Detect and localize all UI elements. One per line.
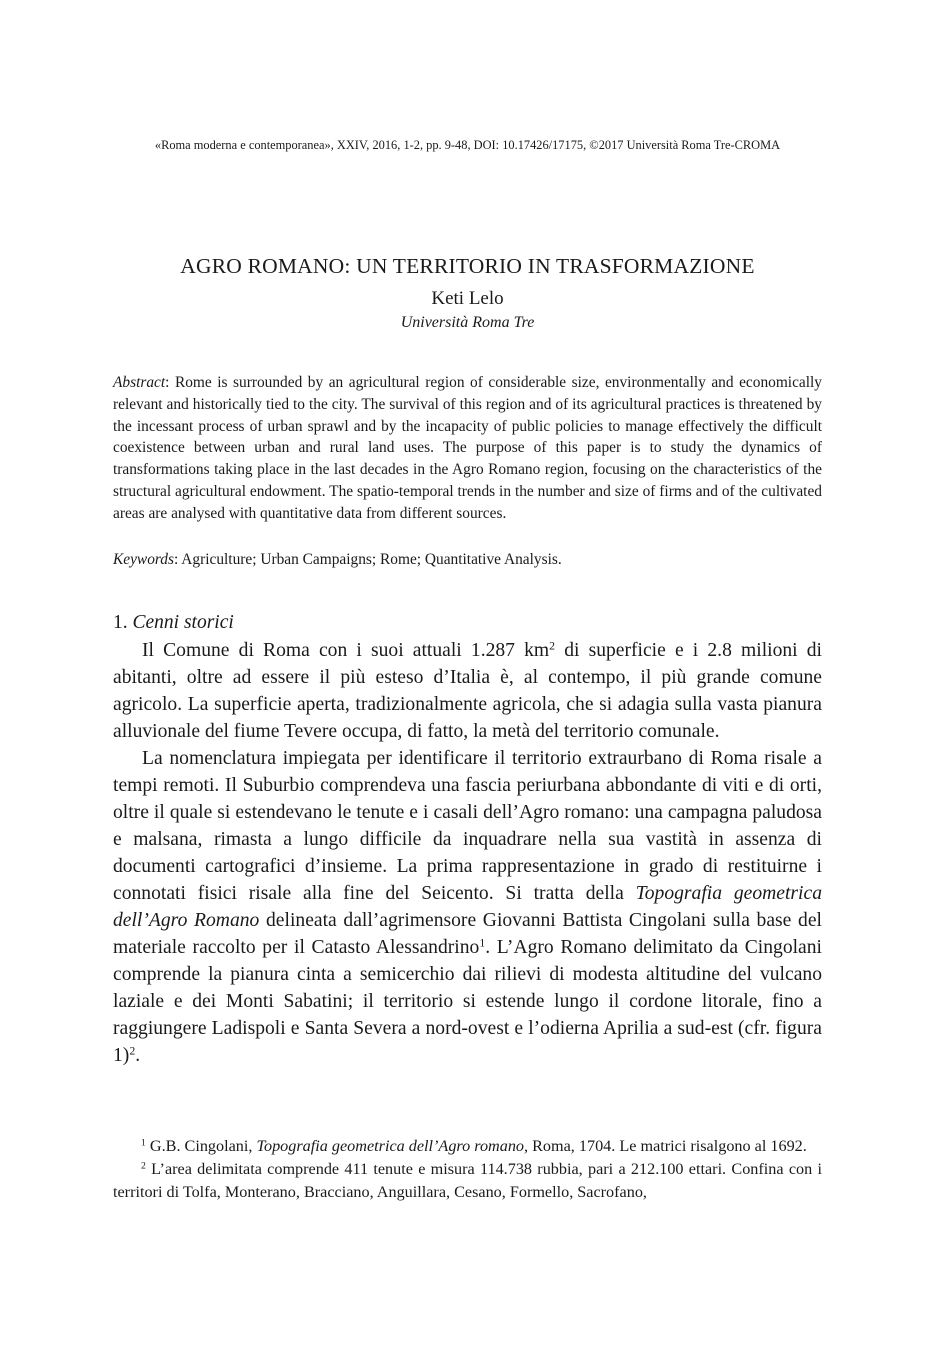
paragraph-text: La nomenclatura impiegata per identificare il territorio extraurbano di Roma risale a tempi remoti. Il Suburbio comprendeva una fascia periurbana abbondante di viti e di orti, oltre il quale si estendevano le tenute e i casali dell’Agro romano: una campagna paludosa e malsana, rimasta a lungo difficile da inquadrare nella sua vastità in assenza di documenti cartografici d’insieme. La prima rappresentazione in grado di restituirne i connotati fisici risale alla fine del Seicento. Si tratta della <box>113 748 822 904</box>
footnote-text: G.B. Cingolani, <box>145 1137 257 1155</box>
paragraph-2 <box>113 745 822 1069</box>
journal-header: «Roma moderna e contemporanea», XXIV, 2016, 1-2, pp. 9-48, DOI: 10.17426/17175, ©2017 Università Roma Tre-CROMA <box>154 138 781 152</box>
author-affiliation: Università Roma Tre <box>400 314 535 331</box>
paragraph-text: . L’Agro Romano delimitato da Cingolani comprende la pianura cinta a semicerchio dai rilievi di modesta altitudine del vulcano laziale e dei Monti Sabatini; il territorio si estende lungo il cordone litorale, fino a raggiungere Ladispoli e Santa Severa a nord-ovest e l’odierna Aprilia a sud-est (cfr. figura 1) <box>113 937 822 1066</box>
abstract-text: : Rome is surrounded by an agricultural region of considerable size, environmentally and economically relevant and historically tied to the city. The survival of this region and of its agricultural practices is threatened by the incessant process of urban sprawl and by the incapacity of public policies to manage effectively the difficult coexistence between urban and rural land uses. The purpose of this paper is to study the dynamics of transformations taking place in the last decades in the Agro Romano region, focusing on the characteristics of the structural agricultural endowment. The spatio-temporal trends in the number and size of firms and of the cultivated areas are analysed with quantitative data from different sources. <box>113 374 822 522</box>
work-title: Topografia geometrica dell’Agro Romano <box>113 883 822 931</box>
section-heading <box>113 612 234 634</box>
footnote-text: , Roma, 1704. Le matrici risalgono al 1692. <box>524 1137 807 1155</box>
abstract <box>113 372 822 525</box>
footnote-2 <box>113 1158 822 1204</box>
section-number: 1. <box>113 612 133 633</box>
footnote-number: 2 <box>141 1160 146 1172</box>
work-title: Topografia geometrica dell’Agro romano <box>256 1137 525 1155</box>
footnote-1 <box>113 1135 822 1158</box>
keywords-label: Keywords <box>113 551 174 568</box>
footnote-ref-2[interactable]: 2 <box>129 1044 136 1058</box>
paragraph-text: Il Comune di Roma con i suoi attuali 1.287 km <box>142 640 550 661</box>
footnote-ref-1[interactable]: 1 <box>479 936 486 950</box>
paragraph-1 <box>113 637 822 745</box>
paragraph-text: . <box>135 1045 141 1066</box>
keywords <box>113 551 822 569</box>
author-name: Keti Lelo <box>431 288 504 309</box>
footnotes <box>113 1135 822 1204</box>
footnote-number: 1 <box>141 1137 146 1149</box>
body-text <box>113 637 822 1069</box>
keywords-text: : Agriculture; Urban Campaigns; Rome; Quantitative Analysis. <box>174 551 562 568</box>
article-title: AGRO ROMANO: UN TERRITORIO IN TRASFORMAZIONE <box>180 254 755 278</box>
footnote-text: L’area delimitata comprende 411 tenute e misura 114.738 rubbia, pari a 212.100 ettari. Confina con i territori di Tolfa, Monterano, Bracciano, Anguillara, Cesano, Formello, Sacrofano, <box>113 1160 822 1201</box>
section-name: Cenni storici <box>132 612 234 633</box>
abstract-label: Abstract <box>113 374 166 391</box>
superscript: 2 <box>549 639 556 653</box>
paragraph-text: di superficie e i 2.8 milioni di abitanti, oltre ad essere il più esteso d’Italia è, al contempo, il più grande comune agricolo. La superficie aperta, tradizionalmente agricola, che si adagia sulla vasta pianura alluvionale del fiume Tevere occupa, di fatto, la metà del territorio comunale. <box>113 640 823 742</box>
paragraph-text: delineata dall’agrimensore Giovanni Battista Cingolani sulla base del materiale raccolto per il Catasto Alessandrino <box>113 910 822 958</box>
